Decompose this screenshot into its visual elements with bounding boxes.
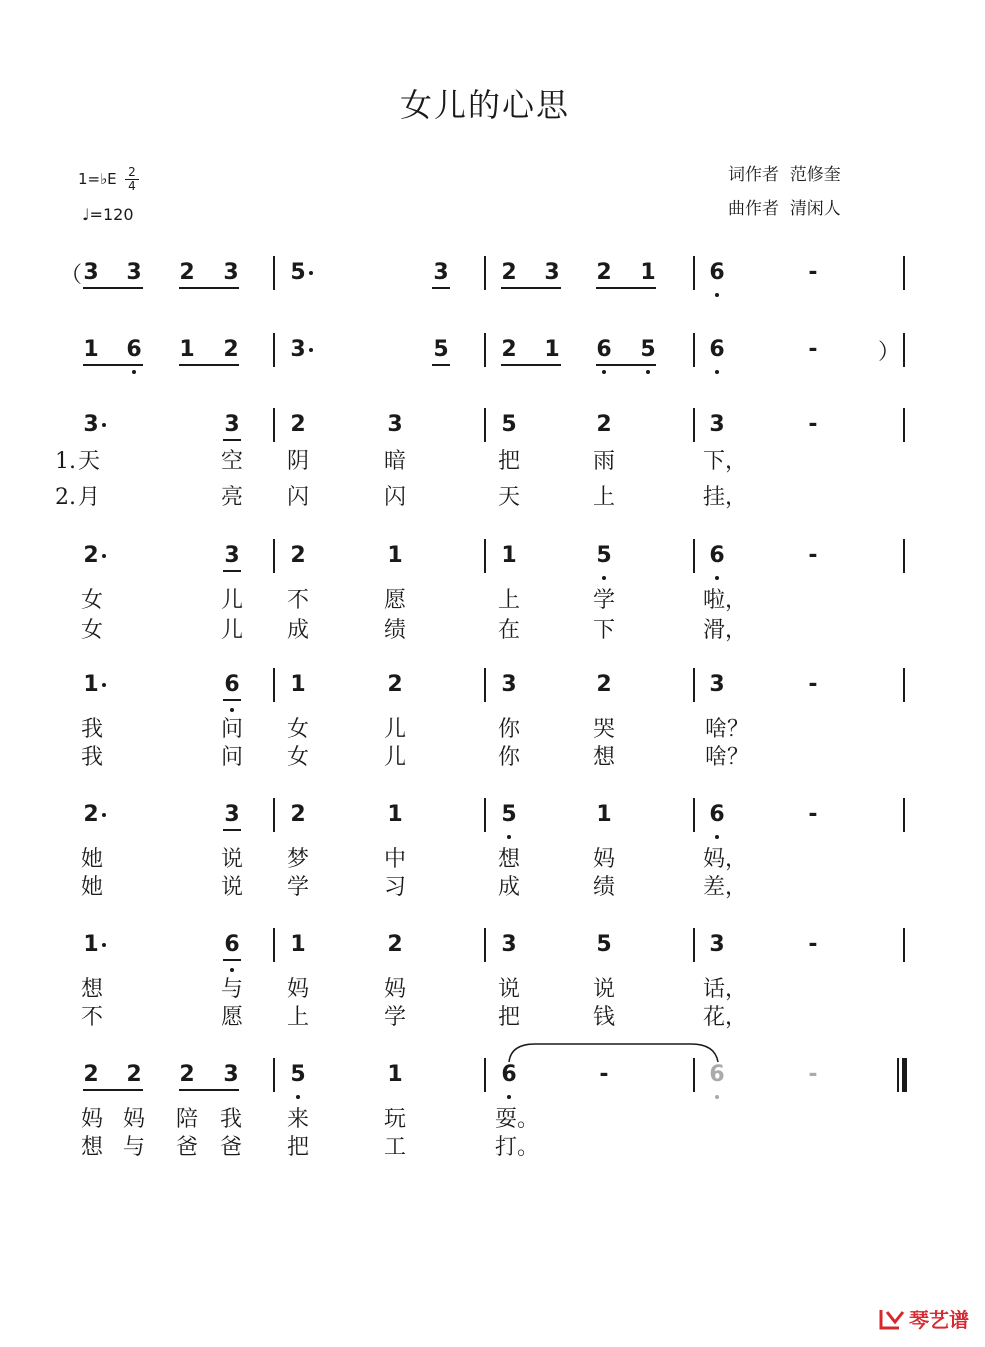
lyric: 女 bbox=[286, 745, 309, 770]
lyric: 说 bbox=[220, 847, 243, 872]
note: 2 bbox=[596, 260, 612, 285]
note: 1 bbox=[83, 672, 99, 697]
lyric: 你 bbox=[497, 745, 520, 770]
dash: - bbox=[808, 932, 818, 957]
lyric: 话， bbox=[702, 977, 747, 1002]
note: 2 bbox=[387, 932, 403, 957]
note: 3 bbox=[83, 260, 99, 285]
barline bbox=[484, 798, 486, 832]
barline bbox=[693, 668, 695, 702]
note: 3 bbox=[387, 412, 403, 437]
final-barline-thick bbox=[902, 1058, 907, 1092]
low-octave-dot bbox=[230, 708, 234, 712]
lyric: 把 bbox=[497, 1005, 520, 1030]
note: 5 bbox=[640, 337, 656, 362]
barline bbox=[484, 668, 486, 702]
open-paren: （ bbox=[60, 263, 83, 288]
lyric: 想 bbox=[80, 1135, 103, 1160]
barline bbox=[484, 539, 486, 573]
note: 1 bbox=[290, 672, 306, 697]
lyric: 成 bbox=[286, 618, 309, 643]
low-octave-dot bbox=[715, 1095, 719, 1099]
lyric: 学 bbox=[383, 1005, 406, 1030]
lyric: 你 bbox=[497, 717, 520, 742]
time-denominator: 4 bbox=[128, 179, 136, 193]
note: 3 bbox=[501, 932, 517, 957]
lyric: 闪 bbox=[383, 485, 406, 510]
note: 6 bbox=[126, 337, 142, 362]
lyric: 闪 bbox=[286, 485, 309, 510]
dash: - bbox=[808, 412, 818, 437]
lyrics-verse2-line4 bbox=[0, 874, 985, 904]
note: 2 bbox=[596, 672, 612, 697]
melody-system-1 bbox=[0, 412, 985, 452]
beam bbox=[179, 1089, 239, 1091]
note: 5 bbox=[290, 1062, 306, 1087]
lyric: 阴 bbox=[286, 449, 309, 474]
lyric: 妈 bbox=[286, 977, 309, 1002]
lyric: 绩 bbox=[592, 875, 615, 900]
dash: - bbox=[808, 260, 818, 285]
key-signature bbox=[78, 170, 117, 188]
lyric: 她 bbox=[80, 875, 103, 900]
key-text: 1=♭E bbox=[78, 170, 117, 188]
barline bbox=[693, 539, 695, 573]
lyric: 愿 bbox=[383, 588, 406, 613]
lyric: 天 bbox=[77, 449, 100, 474]
barline bbox=[273, 1058, 275, 1092]
barline bbox=[273, 668, 275, 702]
lyric: 问 bbox=[220, 745, 243, 770]
lyrics-verse2-line2 bbox=[0, 617, 985, 647]
beam bbox=[223, 699, 241, 701]
time-signature bbox=[125, 166, 139, 193]
note: 6 bbox=[709, 337, 725, 362]
lyric: 儿 bbox=[220, 618, 243, 643]
lyric: 问 bbox=[220, 717, 243, 742]
prelude-system-2 bbox=[0, 337, 985, 377]
low-octave-dot bbox=[715, 576, 719, 580]
song-title: 女儿的心思 bbox=[399, 86, 570, 124]
lyric: 成 bbox=[497, 875, 520, 900]
beam bbox=[223, 439, 241, 441]
composer-name: 清闲人 bbox=[789, 199, 841, 219]
lyric: 习 bbox=[383, 875, 406, 900]
note: 2 bbox=[126, 1062, 142, 1087]
melody-system-5 bbox=[0, 932, 985, 972]
lyric: 不 bbox=[286, 588, 309, 613]
note: 5 bbox=[501, 412, 517, 437]
note: 3 bbox=[709, 672, 725, 697]
melody-system-2 bbox=[0, 543, 985, 583]
lyric: 亮 bbox=[220, 485, 243, 510]
note: 2 bbox=[290, 802, 306, 827]
dash: - bbox=[808, 337, 818, 362]
lyric: 下 bbox=[592, 618, 615, 643]
lyrics-verse1-line5 bbox=[0, 976, 985, 1006]
lyric: 学 bbox=[592, 588, 615, 613]
barline bbox=[273, 333, 275, 367]
lyric: 上 bbox=[592, 485, 615, 510]
beam bbox=[596, 364, 656, 366]
lyric: 中 bbox=[383, 847, 406, 872]
composer-label: 曲作者 bbox=[728, 199, 779, 219]
note: 2 bbox=[83, 1062, 99, 1087]
lyrics-verse1-line6 bbox=[0, 1106, 985, 1136]
note: 2 bbox=[596, 412, 612, 437]
low-octave-dot bbox=[507, 1095, 511, 1099]
lyric: 爸 bbox=[219, 1135, 242, 1160]
lyric: 耍。 bbox=[494, 1107, 539, 1132]
beam bbox=[83, 287, 143, 289]
lyric: 钱 bbox=[592, 1005, 615, 1030]
low-octave-dot bbox=[230, 968, 234, 972]
lyric: 女 bbox=[80, 618, 103, 643]
beam bbox=[432, 287, 450, 289]
barline bbox=[273, 928, 275, 962]
beam bbox=[432, 364, 450, 366]
note: 2 bbox=[179, 1062, 195, 1087]
note: 2 bbox=[179, 260, 195, 285]
lyric: 与 bbox=[122, 1135, 145, 1160]
beam bbox=[179, 364, 239, 366]
lyric: 妈 bbox=[592, 847, 615, 872]
note: 1 bbox=[179, 337, 195, 362]
composer-credit bbox=[728, 194, 841, 219]
lyric: 儿 bbox=[383, 717, 406, 742]
note: 3 bbox=[126, 260, 142, 285]
barline bbox=[903, 256, 905, 290]
low-octave-dot bbox=[132, 370, 136, 374]
low-octave-dot bbox=[715, 293, 719, 297]
lyric: 我 bbox=[219, 1107, 242, 1132]
note: 3 bbox=[433, 260, 449, 285]
lyric: 说 bbox=[220, 875, 243, 900]
lyric: 她 bbox=[80, 847, 103, 872]
beam bbox=[501, 364, 561, 366]
barline bbox=[484, 408, 486, 442]
lyric: 与 bbox=[220, 977, 243, 1002]
lyrics-verse1-line2 bbox=[0, 587, 985, 617]
note: 1 bbox=[387, 802, 403, 827]
note: 5 bbox=[433, 337, 449, 362]
lyric: 梦 bbox=[286, 847, 309, 872]
lyrics-verse2-line6 bbox=[0, 1134, 985, 1164]
barline bbox=[903, 928, 905, 962]
lyric: 在 bbox=[497, 618, 520, 643]
note: 1 bbox=[290, 932, 306, 957]
note: 5 bbox=[596, 543, 612, 568]
dash: - bbox=[808, 672, 818, 697]
lyric: 空 bbox=[220, 449, 243, 474]
note: 1 bbox=[387, 1062, 403, 1087]
time-numerator: 2 bbox=[128, 165, 136, 179]
low-octave-dot bbox=[507, 835, 511, 839]
dash: - bbox=[808, 543, 818, 568]
lyric: 愿 bbox=[220, 1005, 243, 1030]
watermark-text: 琴艺谱 bbox=[909, 1308, 969, 1332]
note: 3 bbox=[544, 260, 560, 285]
note: 2 bbox=[290, 412, 306, 437]
low-octave-dot bbox=[715, 370, 719, 374]
note: 2 bbox=[83, 802, 99, 827]
note: 3 bbox=[224, 543, 240, 568]
lyric: 想 bbox=[497, 847, 520, 872]
dash: - bbox=[808, 802, 818, 827]
lyric: 啥？ bbox=[704, 717, 749, 742]
note: 2 bbox=[501, 337, 517, 362]
note: 2 bbox=[387, 672, 403, 697]
lyric: 月 bbox=[77, 485, 100, 510]
lyrics-verse1-line3 bbox=[0, 716, 985, 746]
lyric: 学 bbox=[286, 875, 309, 900]
note: 3 bbox=[709, 412, 725, 437]
close-paren: ） bbox=[878, 340, 901, 365]
barline bbox=[693, 408, 695, 442]
barline bbox=[903, 539, 905, 573]
lyric: 上 bbox=[497, 588, 520, 613]
note: 2 bbox=[501, 260, 517, 285]
dash: - bbox=[808, 1062, 818, 1087]
lyricist-label: 词作者 bbox=[728, 165, 779, 185]
beam bbox=[223, 570, 241, 572]
lyric: 打。 bbox=[494, 1135, 539, 1160]
barline bbox=[273, 408, 275, 442]
beam bbox=[596, 287, 656, 289]
note: 6 bbox=[709, 543, 725, 568]
lyric: 暗 bbox=[383, 449, 406, 474]
lyric: 雨 bbox=[592, 449, 615, 474]
note: 2 bbox=[83, 543, 99, 568]
lyric: 儿 bbox=[220, 588, 243, 613]
lyric: 儿 bbox=[383, 745, 406, 770]
lyricist-name: 范修奎 bbox=[789, 165, 841, 185]
lyric: 说 bbox=[497, 977, 520, 1002]
lyric: 妈 bbox=[80, 1107, 103, 1132]
lyric: 说 bbox=[592, 977, 615, 1002]
barline bbox=[484, 256, 486, 290]
note: 1 bbox=[640, 260, 656, 285]
lyrics-verse1-line4 bbox=[0, 846, 985, 876]
note: 3 bbox=[83, 412, 99, 437]
lyric: 天 bbox=[497, 485, 520, 510]
melody-system-4 bbox=[0, 802, 985, 842]
note: 1 bbox=[83, 932, 99, 957]
dot-augment bbox=[102, 683, 106, 687]
lyrics-verse2-line3 bbox=[0, 744, 985, 774]
lyric: 女 bbox=[286, 717, 309, 742]
barline bbox=[693, 333, 695, 367]
barline bbox=[484, 1058, 486, 1092]
dot-augment bbox=[102, 423, 106, 427]
barline bbox=[484, 333, 486, 367]
lyric: 想 bbox=[592, 745, 615, 770]
prelude-system-1 bbox=[0, 260, 985, 300]
lyric: 妈 bbox=[122, 1107, 145, 1132]
dot-augment bbox=[309, 348, 313, 352]
note: 6 bbox=[596, 337, 612, 362]
barline bbox=[693, 256, 695, 290]
note: 3 bbox=[290, 337, 306, 362]
note: 3 bbox=[223, 1062, 239, 1087]
barline bbox=[693, 1058, 695, 1092]
low-octave-dot bbox=[602, 576, 606, 580]
tempo-value: =120 bbox=[89, 205, 134, 224]
lyric: 把 bbox=[497, 449, 520, 474]
logo-icon bbox=[879, 1308, 905, 1330]
lyric: 工 bbox=[383, 1135, 406, 1160]
note: 6 bbox=[501, 1062, 517, 1087]
note: 5 bbox=[501, 802, 517, 827]
verse-number: 2. bbox=[55, 485, 76, 510]
note: 1 bbox=[387, 543, 403, 568]
lyric: 下， bbox=[702, 449, 747, 474]
beam bbox=[501, 287, 561, 289]
note: 2 bbox=[223, 337, 239, 362]
note: 6 bbox=[224, 932, 240, 957]
barline bbox=[693, 928, 695, 962]
barline bbox=[484, 928, 486, 962]
lyric: 差， bbox=[702, 875, 747, 900]
note: 3 bbox=[709, 932, 725, 957]
low-octave-dot bbox=[296, 1095, 300, 1099]
lyricist-credit bbox=[728, 160, 841, 185]
beam bbox=[179, 287, 239, 289]
lyric: 花， bbox=[702, 1005, 747, 1030]
lyrics-verse1-line1 bbox=[0, 448, 985, 478]
melody-system-6 bbox=[0, 1062, 985, 1102]
lyric: 挂， bbox=[702, 485, 747, 510]
barline bbox=[273, 539, 275, 573]
lyric: 妈 bbox=[383, 977, 406, 1002]
beam bbox=[83, 1089, 143, 1091]
lyric: 把 bbox=[286, 1135, 309, 1160]
lyric: 陪 bbox=[175, 1107, 198, 1132]
low-octave-dot bbox=[602, 370, 606, 374]
melody-system-3 bbox=[0, 672, 985, 712]
final-barline-thin bbox=[897, 1058, 899, 1092]
note: 1 bbox=[596, 802, 612, 827]
lyric: 爸 bbox=[175, 1135, 198, 1160]
note: 3 bbox=[501, 672, 517, 697]
dot-augment bbox=[102, 813, 106, 817]
barline bbox=[693, 798, 695, 832]
lyric: 绩 bbox=[383, 618, 406, 643]
note: 6 bbox=[709, 260, 725, 285]
tempo-marking bbox=[82, 205, 134, 224]
barline bbox=[273, 256, 275, 290]
lyrics-verse2-line1 bbox=[0, 484, 985, 514]
beam bbox=[223, 959, 241, 961]
lyric: 啦， bbox=[702, 588, 747, 613]
low-octave-dot bbox=[715, 835, 719, 839]
note-tied: 6 bbox=[709, 1062, 725, 1087]
lyric: 妈， bbox=[702, 847, 747, 872]
beam bbox=[83, 364, 143, 366]
barline bbox=[903, 408, 905, 442]
dot-augment bbox=[309, 271, 313, 275]
verse-number: 1. bbox=[55, 449, 76, 474]
note: 1 bbox=[501, 543, 517, 568]
note: 1 bbox=[544, 337, 560, 362]
lyrics-verse2-line5 bbox=[0, 1004, 985, 1034]
watermark bbox=[879, 1304, 969, 1333]
dash: - bbox=[599, 1062, 609, 1087]
note: 2 bbox=[290, 543, 306, 568]
note: 5 bbox=[596, 932, 612, 957]
dot-augment bbox=[102, 554, 106, 558]
note: 3 bbox=[224, 802, 240, 827]
note: 5 bbox=[290, 260, 306, 285]
lyric: 啥？ bbox=[704, 745, 749, 770]
lyric: 来 bbox=[286, 1107, 309, 1132]
barline bbox=[903, 798, 905, 832]
dot-augment bbox=[102, 943, 106, 947]
lyric: 滑， bbox=[702, 618, 747, 643]
quarter-note-icon: ♩ bbox=[82, 205, 90, 224]
lyric: 女 bbox=[80, 588, 103, 613]
lyric: 哭 bbox=[592, 717, 615, 742]
barline bbox=[273, 798, 275, 832]
note: 1 bbox=[83, 337, 99, 362]
note: 3 bbox=[224, 412, 240, 437]
lyric: 想 bbox=[80, 977, 103, 1002]
lyric: 我 bbox=[80, 745, 103, 770]
low-octave-dot bbox=[646, 370, 650, 374]
lyric: 玩 bbox=[383, 1107, 406, 1132]
barline bbox=[903, 668, 905, 702]
lyric: 我 bbox=[80, 717, 103, 742]
lyric: 不 bbox=[80, 1005, 103, 1030]
barline bbox=[903, 333, 905, 367]
note: 6 bbox=[224, 672, 240, 697]
note: 6 bbox=[709, 802, 725, 827]
lyric: 上 bbox=[286, 1005, 309, 1030]
note: 3 bbox=[223, 260, 239, 285]
beam bbox=[223, 829, 241, 831]
